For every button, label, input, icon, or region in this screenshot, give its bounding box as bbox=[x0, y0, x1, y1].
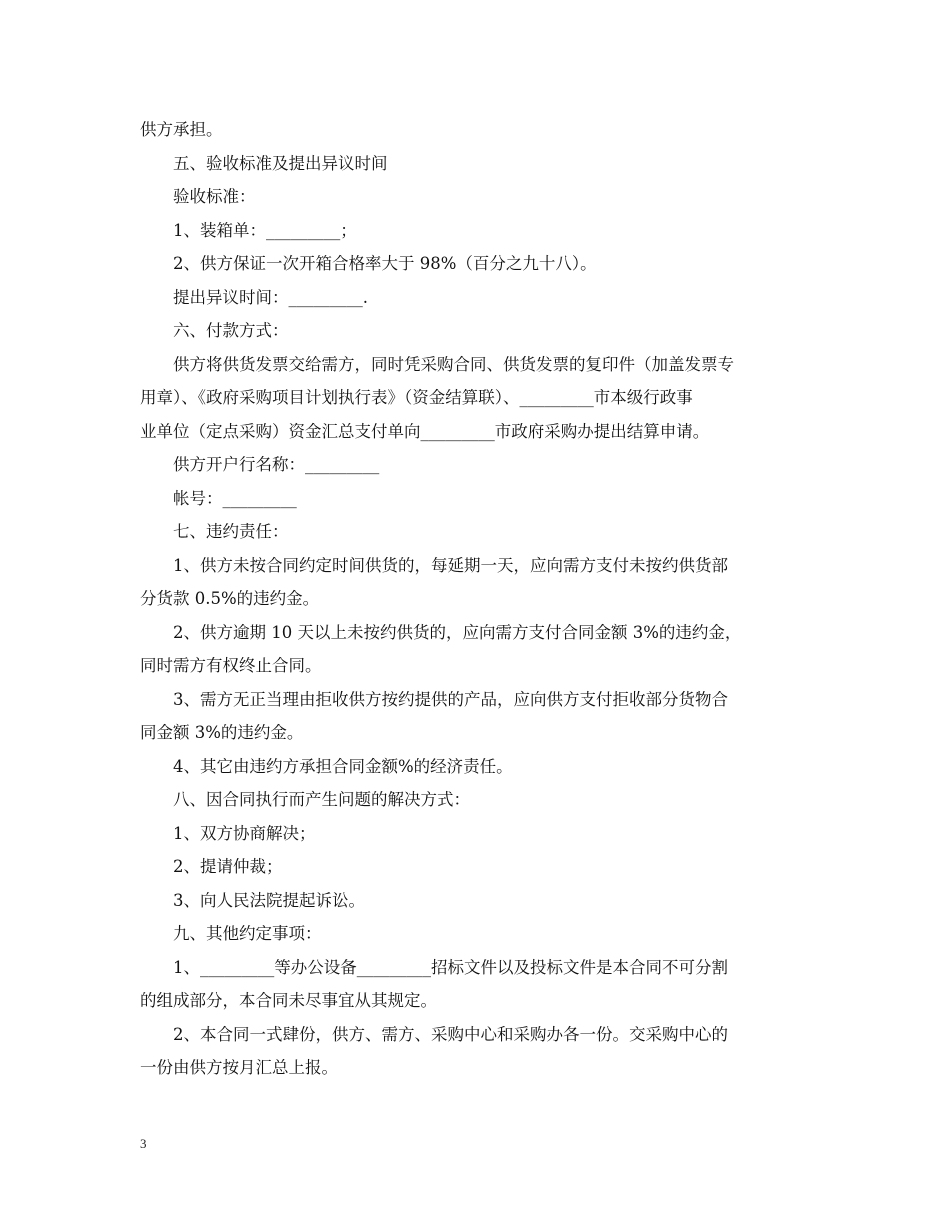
text-line: 1、装箱单：_________； bbox=[173, 220, 357, 240]
text-line: 用章）、《政府采购项目计划执行表》（资金结算联）、_________市本级行政事 bbox=[140, 388, 693, 407]
text-line: 八、因合同执行而产生问题的解决方式： bbox=[173, 790, 470, 809]
text-line: 3、向人民法院提起诉讼。 bbox=[173, 890, 365, 910]
text-line: 帐号：_________ bbox=[173, 488, 297, 508]
text-line: 一份由供方按月汇总上报。 bbox=[140, 1058, 338, 1077]
text-line: 供方将供货发票交给需方，同时凭采购合同、供货发票的复印件（加盖发票专 bbox=[173, 354, 734, 374]
text-line: 五、验收标准及提出异议时间 bbox=[173, 153, 388, 173]
text-line: 2、供方保证一次开箱合格率大于 98%（百分之九十八）。 bbox=[173, 254, 597, 273]
text-line: 供方开户行名称：_________ bbox=[173, 455, 380, 474]
text-line: 1、供方未按合同约定时间供货的，每延期一天，应向需方支付未按约供货部 bbox=[173, 555, 728, 575]
text-line: 九、其他约定事项： bbox=[173, 924, 322, 943]
text-line: 提出异议时间：_________. bbox=[173, 287, 368, 307]
text-line: 2、提请仲裁； bbox=[173, 857, 283, 876]
contract-body bbox=[140, 113, 812, 1085]
text-line: 同时需方有权终止合同。 bbox=[140, 656, 322, 675]
text-line: 六、付款方式： bbox=[173, 321, 289, 340]
text-line: 1、_________等办公设备_________招标文件以及投标文件是本合同不可分割 bbox=[173, 957, 728, 977]
text-line: 分货款 0.5%的违约金。 bbox=[140, 589, 320, 608]
text-line: 2、供方逾期 10 天以上未按约供货的，应向需方支付合同金额 3%的违约金， bbox=[173, 622, 742, 642]
text-line: 业单位（定点采购）资金汇总支付单向_________市政府采购办提出结算申请。 bbox=[140, 421, 710, 441]
text-line: 同金额 3%的违约金。 bbox=[140, 723, 304, 742]
text-line: 4、其它由违约方承担合同金额%的经济责任。 bbox=[173, 756, 513, 776]
page-number: 3 bbox=[140, 1136, 147, 1151]
text-line: 供方承担。 bbox=[140, 120, 223, 139]
text-line: 3、需方无正当理由拒收供方按约提供的产品，应向供方支付拒收部分货物合 bbox=[173, 689, 728, 709]
text-line: 验收标准： bbox=[173, 187, 256, 206]
text-line: 1、双方协商解决； bbox=[173, 823, 316, 843]
text-line: 2、本合同一式肆份，供方、需方、采购中心和采购办各一份。交采购中心的 bbox=[173, 1024, 728, 1044]
text-line: 的组成部分，本合同未尽事宜从其规定。 bbox=[140, 991, 437, 1010]
text-line: 七、违约责任： bbox=[173, 522, 289, 541]
